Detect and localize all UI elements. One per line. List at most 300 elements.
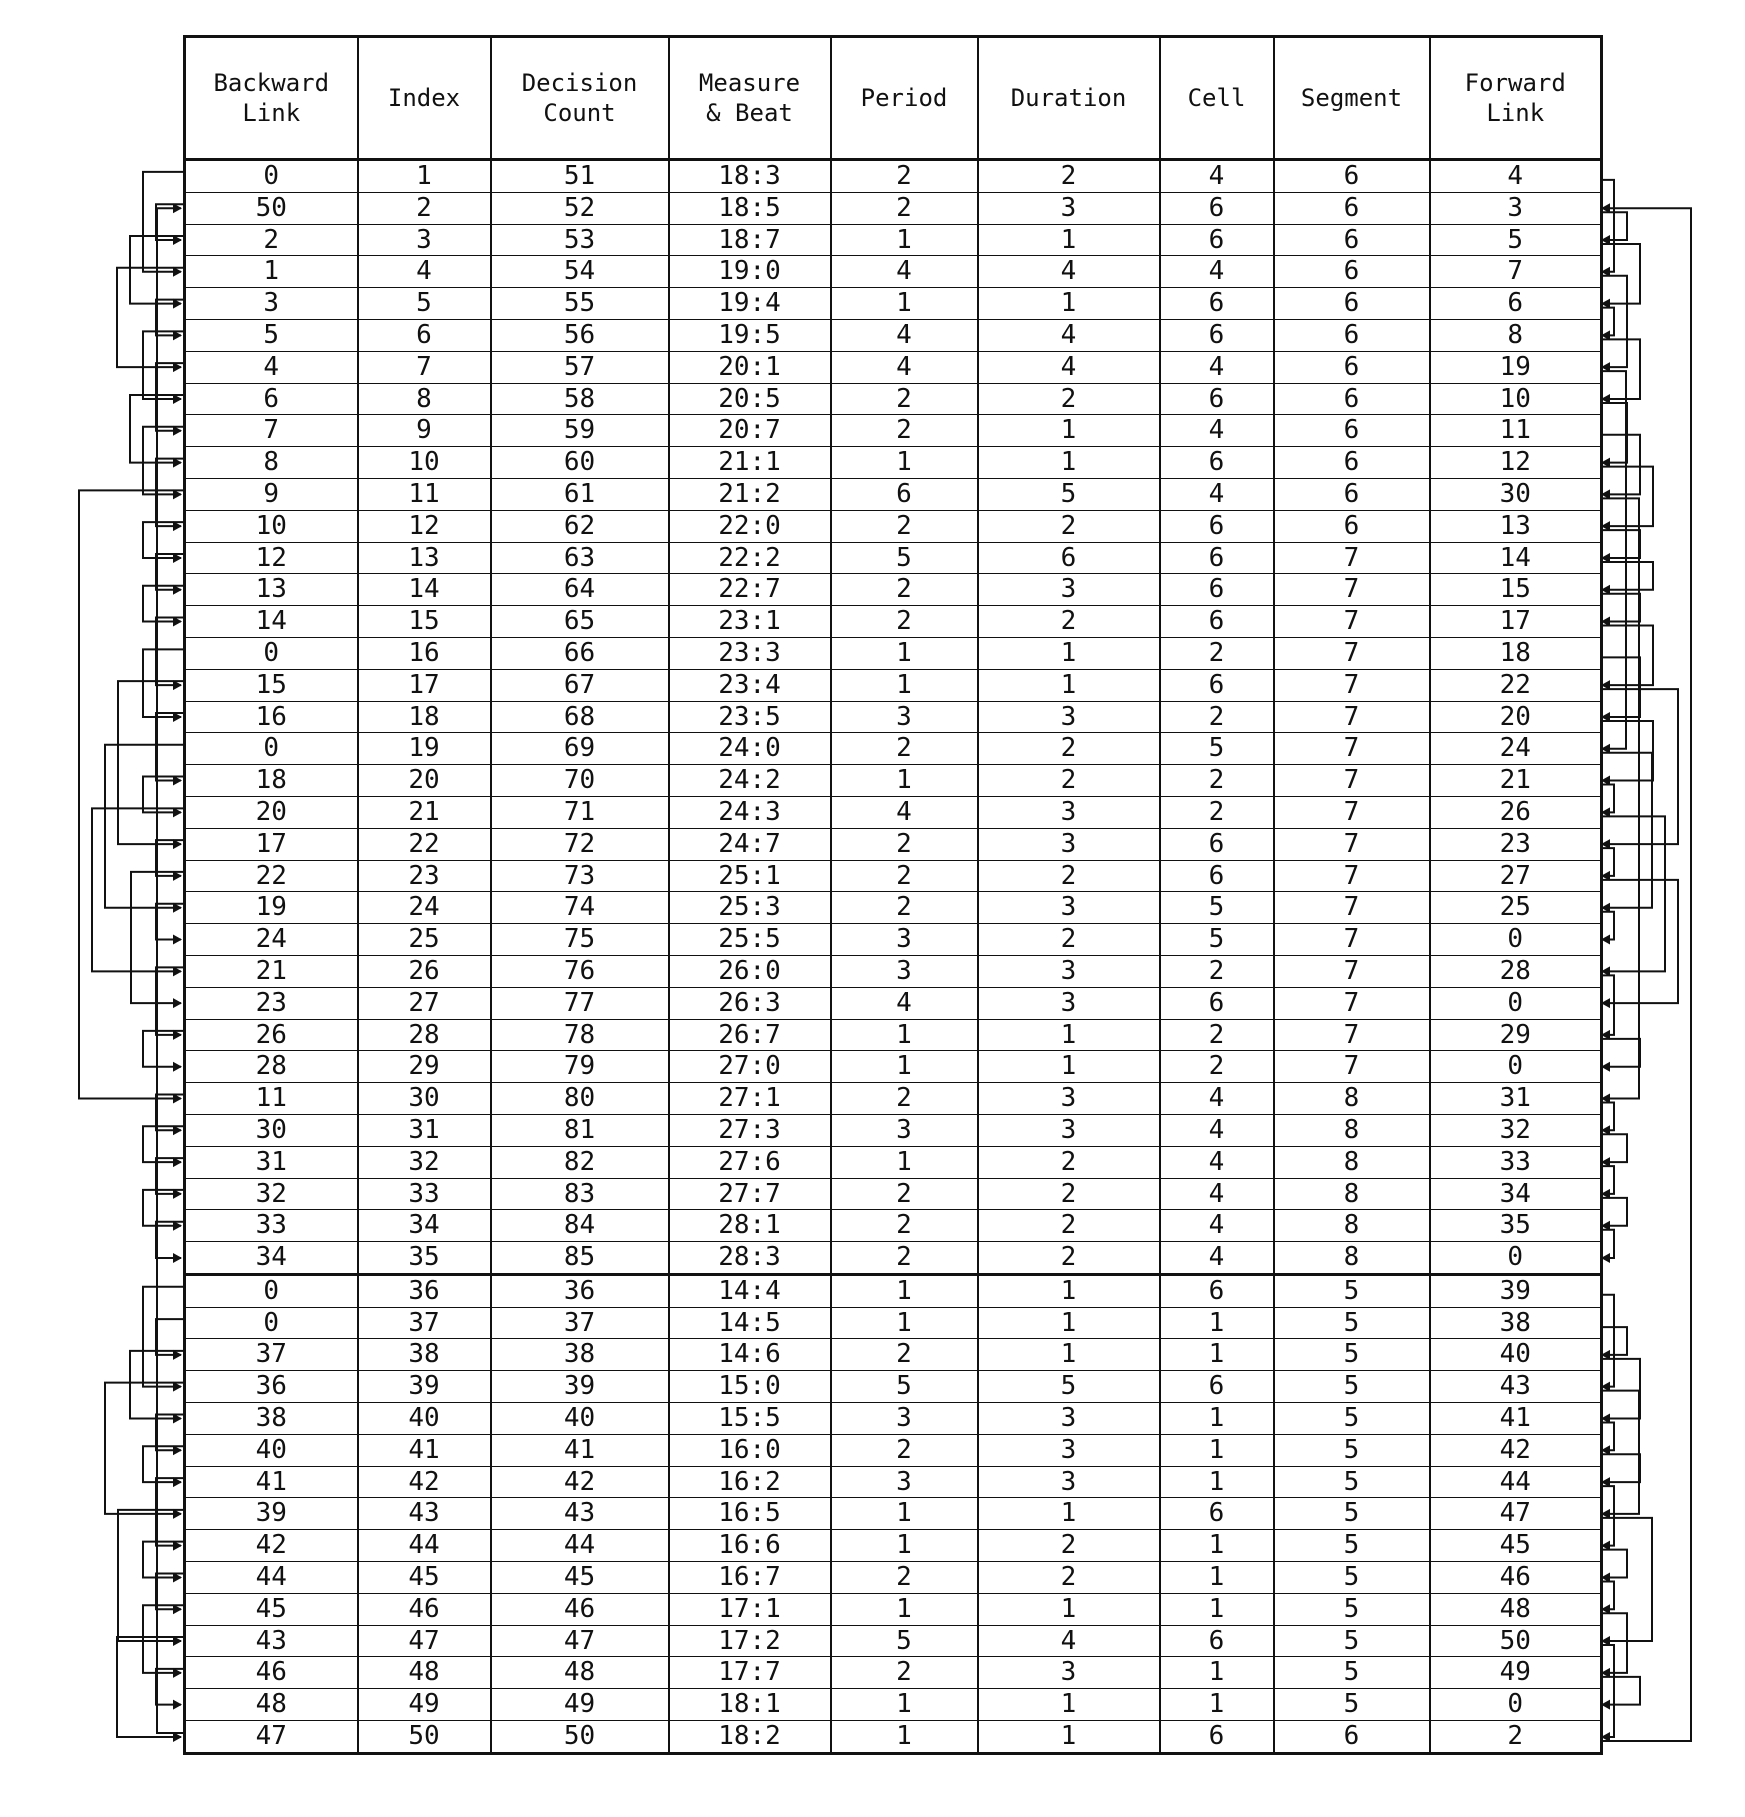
cell-cell: 2 (1160, 1051, 1274, 1083)
cell-duration: 3 (978, 892, 1160, 924)
cell-forward-link: 35 (1430, 1210, 1602, 1242)
cell-measure-beat: 19:5 (669, 319, 831, 351)
cell-segment: 5 (1274, 1403, 1430, 1435)
header-row (185, 37, 1602, 160)
header-backward-link: Backward Link (185, 37, 358, 160)
cell-backward-link: 19 (185, 892, 358, 924)
cell-period: 5 (831, 1371, 978, 1403)
cell-forward-link: 43 (1430, 1371, 1602, 1403)
cell-measure-beat: 28:1 (669, 1210, 831, 1242)
cell-decision-count: 58 (491, 383, 669, 415)
cell-backward-link: 0 (185, 1274, 358, 1307)
cell-backward-link: 0 (185, 160, 358, 193)
cell-index: 25 (358, 924, 491, 956)
cell-duration: 3 (978, 987, 1160, 1019)
cell-period: 3 (831, 1403, 978, 1435)
forward-link-wire (1600, 594, 1640, 622)
cell-cell: 6 (1160, 1274, 1274, 1307)
cell-decision-count: 52 (491, 192, 669, 224)
cell-index: 47 (358, 1625, 491, 1657)
cell-backward-link: 0 (185, 733, 358, 765)
cell-cell: 6 (1160, 510, 1274, 542)
cell-cell: 4 (1160, 351, 1274, 383)
cell-duration: 3 (978, 701, 1160, 733)
cell-duration: 2 (978, 1178, 1160, 1210)
table-row (185, 796, 1602, 828)
table-row (185, 924, 1602, 956)
cell-segment: 5 (1274, 1339, 1430, 1371)
cell-index: 30 (358, 1083, 491, 1115)
cell-segment: 8 (1274, 1242, 1430, 1275)
table-row (185, 1019, 1602, 1051)
cell-decision-count: 83 (491, 1178, 669, 1210)
cell-forward-link: 34 (1430, 1178, 1602, 1210)
cell-measure-beat: 23:1 (669, 606, 831, 638)
cell-decision-count: 39 (491, 1371, 669, 1403)
table-row (185, 1178, 1602, 1210)
table-row (185, 1371, 1602, 1403)
cell-segment: 7 (1274, 796, 1430, 828)
cell-index: 13 (358, 542, 491, 574)
table-row (185, 1466, 1602, 1498)
cell-period: 1 (831, 1307, 978, 1339)
linked-list-table (183, 35, 1603, 1755)
backward-link-wire (117, 268, 183, 367)
cell-decision-count: 37 (491, 1307, 669, 1339)
cell-cell: 6 (1160, 1721, 1274, 1754)
forward-link-wire (1600, 1134, 1627, 1162)
cell-decision-count: 66 (491, 637, 669, 669)
cell-measure-beat: 16:6 (669, 1530, 831, 1562)
table-row (185, 1051, 1602, 1083)
cell-period: 2 (831, 892, 978, 924)
cell-cell: 6 (1160, 542, 1274, 574)
cell-index: 15 (358, 606, 491, 638)
cell-period: 4 (831, 987, 978, 1019)
cell-index: 10 (358, 447, 491, 479)
cell-forward-link: 5 (1430, 224, 1602, 256)
cell-segment: 6 (1274, 192, 1430, 224)
cell-period: 2 (831, 1242, 978, 1275)
cell-forward-link: 7 (1430, 256, 1602, 288)
cell-decision-count: 45 (491, 1562, 669, 1594)
cell-measure-beat: 22:7 (669, 574, 831, 606)
cell-segment: 5 (1274, 1371, 1430, 1403)
cell-measure-beat: 24:3 (669, 796, 831, 828)
cell-index: 46 (358, 1593, 491, 1625)
cell-index: 22 (358, 828, 491, 860)
cell-segment: 7 (1274, 701, 1430, 733)
cell-period: 2 (831, 192, 978, 224)
backward-link-arrow (173, 1062, 182, 1072)
header-duration: Duration (978, 37, 1160, 160)
cell-index: 4 (358, 256, 491, 288)
cell-duration: 3 (978, 1657, 1160, 1689)
cell-duration: 2 (978, 765, 1160, 797)
cell-measure-beat: 26:3 (669, 987, 831, 1019)
cell-measure-beat: 27:1 (669, 1083, 831, 1115)
cell-measure-beat: 17:2 (669, 1625, 831, 1657)
cell-cell: 1 (1160, 1562, 1274, 1594)
cell-duration: 3 (978, 574, 1160, 606)
forward-link-wire (1600, 403, 1627, 463)
cell-forward-link: 28 (1430, 955, 1602, 987)
cell-segment: 5 (1274, 1307, 1430, 1339)
cell-segment: 5 (1274, 1530, 1430, 1562)
cell-backward-link: 22 (185, 860, 358, 892)
cell-decision-count: 74 (491, 892, 669, 924)
cell-forward-link: 6 (1430, 288, 1602, 320)
cell-backward-link: 14 (185, 606, 358, 638)
cell-period: 2 (831, 606, 978, 638)
cell-forward-link: 29 (1430, 1019, 1602, 1051)
cell-duration: 1 (978, 637, 1160, 669)
cell-backward-link: 16 (185, 701, 358, 733)
cell-backward-link: 32 (185, 1178, 358, 1210)
cell-backward-link: 4 (185, 351, 358, 383)
cell-segment: 6 (1274, 160, 1430, 193)
cell-segment: 5 (1274, 1593, 1430, 1625)
cell-duration: 2 (978, 1210, 1160, 1242)
cell-period: 6 (831, 478, 978, 510)
cell-index: 36 (358, 1274, 491, 1307)
cell-segment: 7 (1274, 987, 1430, 1019)
cell-decision-count: 70 (491, 765, 669, 797)
cell-cell: 1 (1160, 1657, 1274, 1689)
cell-measure-beat: 24:7 (669, 828, 831, 860)
cell-segment: 6 (1274, 224, 1430, 256)
forward-link-wire (1600, 371, 1626, 749)
cell-period: 4 (831, 256, 978, 288)
cell-backward-link: 36 (185, 1371, 358, 1403)
table-row (185, 1242, 1602, 1275)
table-row (185, 224, 1602, 256)
cell-index: 18 (358, 701, 491, 733)
cell-forward-link: 41 (1430, 1403, 1602, 1435)
cell-cell: 6 (1160, 860, 1274, 892)
table-row (185, 987, 1602, 1019)
cell-decision-count: 55 (491, 288, 669, 320)
cell-period: 1 (831, 1689, 978, 1721)
cell-index: 28 (358, 1019, 491, 1051)
cell-decision-count: 63 (491, 542, 669, 574)
cell-forward-link: 30 (1430, 478, 1602, 510)
cell-forward-link: 17 (1430, 606, 1602, 638)
cell-cell: 6 (1160, 192, 1274, 224)
cell-index: 5 (358, 288, 491, 320)
cell-cell: 4 (1160, 1178, 1274, 1210)
cell-duration: 4 (978, 351, 1160, 383)
cell-measure-beat: 24:2 (669, 765, 831, 797)
table-row (185, 447, 1602, 479)
cell-forward-link: 42 (1430, 1434, 1602, 1466)
cell-index: 7 (358, 351, 491, 383)
cell-index: 45 (358, 1562, 491, 1594)
cell-decision-count: 47 (491, 1625, 669, 1657)
cell-forward-link: 8 (1430, 319, 1602, 351)
linked-list-table-container (183, 35, 1600, 1755)
cell-decision-count: 81 (491, 1114, 669, 1146)
cell-duration: 4 (978, 319, 1160, 351)
cell-measure-beat: 27:7 (669, 1178, 831, 1210)
backward-link-wire (156, 1478, 183, 1546)
cell-period: 1 (831, 1051, 978, 1083)
cell-period: 1 (831, 1498, 978, 1530)
cell-decision-count: 57 (491, 351, 669, 383)
cell-decision-count: 79 (491, 1051, 669, 1083)
cell-decision-count: 73 (491, 860, 669, 892)
header-measure-beat: Measure & Beat (669, 37, 831, 160)
cell-period: 1 (831, 1721, 978, 1754)
cell-period: 5 (831, 542, 978, 574)
cell-decision-count: 60 (491, 447, 669, 479)
backward-link-wire (143, 172, 183, 272)
cell-segment: 5 (1274, 1562, 1430, 1594)
cell-decision-count: 43 (491, 1498, 669, 1530)
table-row (185, 892, 1602, 924)
cell-decision-count: 53 (491, 224, 669, 256)
cell-measure-beat: 27:6 (669, 1146, 831, 1178)
cell-decision-count: 51 (491, 160, 669, 193)
cell-period: 5 (831, 1625, 978, 1657)
cell-backward-link: 10 (185, 510, 358, 542)
table-row (185, 1593, 1602, 1625)
cell-index: 37 (358, 1307, 491, 1339)
table-row (185, 478, 1602, 510)
cell-forward-link: 23 (1430, 828, 1602, 860)
cell-segment: 7 (1274, 765, 1430, 797)
forward-link-wire (1600, 1198, 1627, 1226)
cell-duration: 1 (978, 447, 1160, 479)
cell-measure-beat: 18:7 (669, 224, 831, 256)
cell-index: 24 (358, 892, 491, 924)
cell-backward-link: 26 (185, 1019, 358, 1051)
cell-backward-link: 42 (185, 1530, 358, 1562)
cell-forward-link: 32 (1430, 1114, 1602, 1146)
forward-link-wire (1600, 1550, 1627, 1578)
cell-decision-count: 61 (491, 478, 669, 510)
table-row (185, 765, 1602, 797)
cell-backward-link: 50 (185, 192, 358, 224)
cell-measure-beat: 14:5 (669, 1307, 831, 1339)
cell-backward-link: 0 (185, 637, 358, 669)
cell-backward-link: 0 (185, 1307, 358, 1339)
cell-measure-beat: 18:1 (669, 1689, 831, 1721)
cell-backward-link: 46 (185, 1657, 358, 1689)
backward-link-wire (156, 459, 183, 527)
table-row (185, 1689, 1602, 1721)
backward-link-wire (156, 363, 183, 431)
cell-cell: 6 (1160, 288, 1274, 320)
cell-segment: 5 (1274, 1274, 1430, 1307)
cell-cell: 2 (1160, 955, 1274, 987)
cell-segment: 5 (1274, 1498, 1430, 1530)
cell-duration: 1 (978, 1274, 1160, 1307)
cell-segment: 8 (1274, 1146, 1430, 1178)
cell-measure-beat: 20:5 (669, 383, 831, 415)
cell-duration: 1 (978, 1689, 1160, 1721)
cell-cell: 5 (1160, 733, 1274, 765)
backward-link-wire (143, 1287, 183, 1387)
cell-segment: 6 (1274, 447, 1430, 479)
cell-backward-link: 48 (185, 1689, 358, 1721)
table-row (185, 415, 1602, 447)
backward-link-wire (105, 745, 183, 908)
cell-forward-link: 40 (1430, 1339, 1602, 1371)
cell-index: 26 (358, 955, 491, 987)
cell-duration: 3 (978, 796, 1160, 828)
cell-segment: 7 (1274, 574, 1430, 606)
cell-decision-count: 54 (491, 256, 669, 288)
cell-forward-link: 14 (1430, 542, 1602, 574)
cell-period: 2 (831, 1434, 978, 1466)
cell-cell: 4 (1160, 256, 1274, 288)
cell-duration: 3 (978, 1403, 1160, 1435)
table-row (185, 1625, 1602, 1657)
cell-cell: 6 (1160, 447, 1274, 479)
cell-segment: 7 (1274, 542, 1430, 574)
cell-period: 2 (831, 415, 978, 447)
header-decision-count: Decision Count (491, 37, 669, 160)
cell-period: 2 (831, 733, 978, 765)
cell-decision-count: 77 (491, 987, 669, 1019)
table-row (185, 1403, 1602, 1435)
table-row (185, 606, 1602, 638)
cell-period: 2 (831, 828, 978, 860)
cell-forward-link: 0 (1430, 987, 1602, 1019)
cell-forward-link: 31 (1430, 1083, 1602, 1115)
cell-duration: 1 (978, 669, 1160, 701)
cell-forward-link: 13 (1430, 510, 1602, 542)
cell-forward-link: 0 (1430, 924, 1602, 956)
cell-measure-beat: 28:3 (669, 1242, 831, 1275)
cell-forward-link: 12 (1430, 447, 1602, 479)
cell-measure-beat: 17:7 (669, 1657, 831, 1689)
cell-segment: 8 (1274, 1114, 1430, 1146)
cell-decision-count: 46 (491, 1593, 669, 1625)
header-cell: Cell (1160, 37, 1274, 160)
table-row (185, 192, 1602, 224)
cell-backward-link: 45 (185, 1593, 358, 1625)
cell-duration: 2 (978, 1242, 1160, 1275)
table-row (185, 955, 1602, 987)
cell-decision-count: 78 (491, 1019, 669, 1051)
cell-forward-link: 27 (1430, 860, 1602, 892)
cell-cell: 4 (1160, 160, 1274, 193)
cell-index: 44 (358, 1530, 491, 1562)
cell-index: 42 (358, 1466, 491, 1498)
cell-duration: 5 (978, 1371, 1160, 1403)
cell-measure-beat: 14:6 (669, 1339, 831, 1371)
cell-forward-link: 0 (1430, 1051, 1602, 1083)
cell-backward-link: 18 (185, 765, 358, 797)
cell-cell: 5 (1160, 924, 1274, 956)
cell-backward-link: 21 (185, 955, 358, 987)
cell-duration: 3 (978, 955, 1160, 987)
cell-backward-link: 37 (185, 1339, 358, 1371)
cell-duration: 1 (978, 1339, 1160, 1371)
table-body (185, 160, 1602, 1754)
table-row (185, 1657, 1602, 1689)
cell-measure-beat: 21:2 (669, 478, 831, 510)
cell-backward-link: 47 (185, 1721, 358, 1754)
cell-index: 17 (358, 669, 491, 701)
cell-duration: 1 (978, 1051, 1160, 1083)
cell-period: 1 (831, 637, 978, 669)
cell-period: 3 (831, 1466, 978, 1498)
cell-forward-link: 46 (1430, 1562, 1602, 1594)
cell-cell: 6 (1160, 1371, 1274, 1403)
cell-forward-link: 49 (1430, 1657, 1602, 1689)
cell-decision-count: 65 (491, 606, 669, 638)
cell-backward-link: 13 (185, 574, 358, 606)
cell-cell: 5 (1160, 892, 1274, 924)
cell-cell: 4 (1160, 478, 1274, 510)
cell-duration: 1 (978, 1593, 1160, 1625)
cell-measure-beat: 19:4 (669, 288, 831, 320)
cell-cell: 4 (1160, 1210, 1274, 1242)
cell-backward-link: 12 (185, 542, 358, 574)
table-row (185, 1498, 1602, 1530)
cell-decision-count: 38 (491, 1339, 669, 1371)
cell-forward-link: 22 (1430, 669, 1602, 701)
table-row (185, 637, 1602, 669)
cell-period: 3 (831, 924, 978, 956)
cell-decision-count: 50 (491, 1721, 669, 1754)
cell-measure-beat: 16:5 (669, 1498, 831, 1530)
cell-index: 11 (358, 478, 491, 510)
table-row (185, 160, 1602, 193)
forward-link-wire (1600, 753, 1652, 908)
cell-forward-link: 19 (1430, 351, 1602, 383)
cell-segment: 6 (1274, 319, 1430, 351)
cell-period: 2 (831, 1083, 978, 1115)
cell-forward-link: 15 (1430, 574, 1602, 606)
cell-index: 29 (358, 1051, 491, 1083)
cell-backward-link: 1 (185, 256, 358, 288)
cell-decision-count: 84 (491, 1210, 669, 1242)
cell-measure-beat: 18:5 (669, 192, 831, 224)
backward-link-wire (156, 1319, 183, 1355)
cell-index: 34 (358, 1210, 491, 1242)
cell-index: 9 (358, 415, 491, 447)
cell-measure-beat: 25:5 (669, 924, 831, 956)
cell-duration: 2 (978, 924, 1160, 956)
cell-decision-count: 68 (491, 701, 669, 733)
header-period: Period (831, 37, 978, 160)
cell-index: 16 (358, 637, 491, 669)
cell-segment: 5 (1274, 1434, 1430, 1466)
cell-backward-link: 11 (185, 1083, 358, 1115)
cell-decision-count: 62 (491, 510, 669, 542)
cell-forward-link: 50 (1430, 1625, 1602, 1657)
cell-segment: 7 (1274, 606, 1430, 638)
cell-duration: 5 (978, 478, 1160, 510)
cell-cell: 1 (1160, 1307, 1274, 1339)
cell-duration: 3 (978, 1114, 1160, 1146)
table-row (185, 1114, 1602, 1146)
backward-link-arrow (173, 935, 182, 945)
cell-backward-link: 34 (185, 1242, 358, 1275)
cell-index: 14 (358, 574, 491, 606)
cell-backward-link: 24 (185, 924, 358, 956)
cell-measure-beat: 26:0 (669, 955, 831, 987)
cell-decision-count: 72 (491, 828, 669, 860)
cell-measure-beat: 15:0 (669, 1371, 831, 1403)
cell-index: 43 (358, 1498, 491, 1530)
cell-measure-beat: 22:0 (669, 510, 831, 542)
cell-cell: 4 (1160, 415, 1274, 447)
